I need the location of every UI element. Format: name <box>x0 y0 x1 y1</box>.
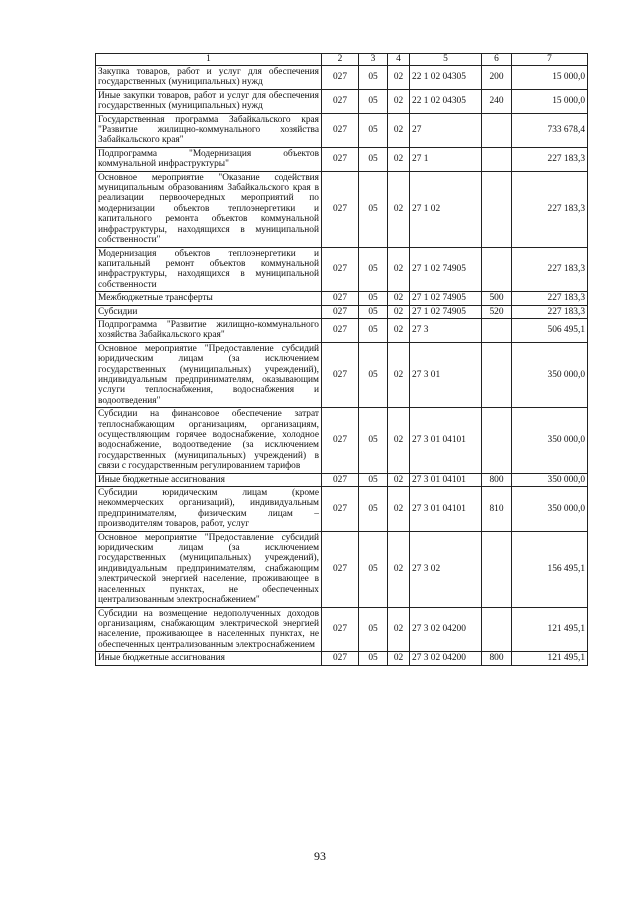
table-row <box>96 318 588 342</box>
row-name: Иные бюджетные ассигнования <box>96 473 322 486</box>
subsection-code: 02 <box>388 247 410 292</box>
column-header: 5 <box>410 54 482 66</box>
subsection-code: 02 <box>388 147 410 171</box>
expense-type-code <box>482 531 512 607</box>
expense-type-code: 810 <box>482 487 512 532</box>
section-code: 05 <box>359 89 388 113</box>
ministry-code: 027 <box>322 89 359 113</box>
expense-type-code: 240 <box>482 89 512 113</box>
ministry-code: 027 <box>322 66 359 90</box>
target-article-code: 22 1 02 04305 <box>410 66 482 90</box>
table-row <box>96 305 588 318</box>
amount: 506 495,1 <box>512 318 588 342</box>
section-code: 05 <box>359 487 388 532</box>
subsection-code: 02 <box>388 171 410 247</box>
amount: 733 678,4 <box>512 113 588 147</box>
amount: 350 000,0 <box>512 473 588 486</box>
target-article-code: 27 3 01 04101 <box>410 473 482 486</box>
section-code: 05 <box>359 171 388 247</box>
amount: 227 183,3 <box>512 292 588 305</box>
section-code: 05 <box>359 652 388 665</box>
subsection-code: 02 <box>388 305 410 318</box>
amount: 15 000,0 <box>512 89 588 113</box>
table-row <box>96 342 588 407</box>
amount: 350 000,0 <box>512 487 588 532</box>
subsection-code: 02 <box>388 113 410 147</box>
target-article-code: 27 3 01 <box>410 342 482 407</box>
target-article-code: 27 1 02 74905 <box>410 247 482 292</box>
section-code: 05 <box>359 531 388 607</box>
section-code: 05 <box>359 113 388 147</box>
target-article-code: 27 1 02 74905 <box>410 305 482 318</box>
ministry-code: 027 <box>322 318 359 342</box>
ministry-code: 027 <box>322 171 359 247</box>
row-name: Модернизация объектов теплоэнергетики и капитальный ремонт объектов коммунальной инфраструктуры, находящихся в муниципальной собственности <box>96 247 322 292</box>
amount: 350 000,0 <box>512 408 588 473</box>
section-code: 05 <box>359 408 388 473</box>
table-row <box>96 66 588 90</box>
amount: 350 000,0 <box>512 342 588 407</box>
expense-type-code <box>482 342 512 407</box>
page-number: 93 <box>314 849 326 863</box>
row-name: Основное мероприятие "Предоставление субсидий юридическим лицам (за исключением государственных (муниципальных) учреждений), индивидуальным предпринимателям, снабжающим электрической энергией население, проживающее в населенных пунктах, не обеспеченных централизованным электроснабжением" <box>96 531 322 607</box>
target-article-code: 27 1 <box>410 147 482 171</box>
budget-table <box>95 53 588 666</box>
expense-type-code: 500 <box>482 292 512 305</box>
amount: 227 183,3 <box>512 305 588 318</box>
expense-type-code <box>482 607 512 652</box>
target-article-code: 27 3 02 <box>410 531 482 607</box>
expense-type-code <box>482 408 512 473</box>
table-row <box>96 473 588 486</box>
table-row <box>96 487 588 532</box>
ministry-code: 027 <box>322 473 359 486</box>
table-row <box>96 171 588 247</box>
column-header: 2 <box>322 54 359 66</box>
ministry-code: 027 <box>322 607 359 652</box>
row-name: Субсидии юридическим лицам (кроме некоммерческих организаций), индивидуальным предпринимателям, физическим лицам – производителям товаров, работ, услуг <box>96 487 322 532</box>
target-article-code: 27 1 02 <box>410 171 482 247</box>
subsection-code: 02 <box>388 652 410 665</box>
row-name: Субсидии на финансовое обеспечение затрат теплоснабжающим организациям, организациям, осуществляющим горячее водоснабжение, холодное водоснабжение, водоотведение (за исключением государственных (муниципальных) учреждений) в связи с государственным регулированием тарифов <box>96 408 322 473</box>
section-code: 05 <box>359 607 388 652</box>
target-article-code: 27 1 02 74905 <box>410 292 482 305</box>
expense-type-code <box>482 113 512 147</box>
table-row <box>96 247 588 292</box>
target-article-code: 22 1 02 04305 <box>410 89 482 113</box>
ministry-code: 027 <box>322 531 359 607</box>
ministry-code: 027 <box>322 487 359 532</box>
table-row <box>96 113 588 147</box>
column-header: 7 <box>512 54 588 66</box>
subsection-code: 02 <box>388 342 410 407</box>
row-name: Закупка товаров, работ и услуг для обеспечения государственных (муниципальных) нужд <box>96 66 322 90</box>
ministry-code: 027 <box>322 305 359 318</box>
ministry-code: 027 <box>322 408 359 473</box>
subsection-code: 02 <box>388 89 410 113</box>
column-header: 4 <box>388 54 410 66</box>
section-code: 05 <box>359 147 388 171</box>
column-header: 6 <box>482 54 512 66</box>
amount: 227 183,3 <box>512 247 588 292</box>
ministry-code: 027 <box>322 652 359 665</box>
amount: 121 495,1 <box>512 652 588 665</box>
row-name: Иные бюджетные ассигнования <box>96 652 322 665</box>
expense-type-code: 520 <box>482 305 512 318</box>
subsection-code: 02 <box>388 318 410 342</box>
target-article-code: 27 3 01 04101 <box>410 487 482 532</box>
ministry-code: 027 <box>322 113 359 147</box>
subsection-code: 02 <box>388 607 410 652</box>
table-row <box>96 89 588 113</box>
row-name: Основное мероприятие "Предоставление субсидий юридическим лицам (за исключением государственных (муниципальных) учреждений), индивидуальным предпринимателям, оказывающим услуги теплоснабжения, водоснабжения и водоотведения" <box>96 342 322 407</box>
section-code: 05 <box>359 305 388 318</box>
row-name: Межбюджетные трансферты <box>96 292 322 305</box>
ministry-code: 027 <box>322 342 359 407</box>
target-article-code: 27 3 01 04101 <box>410 408 482 473</box>
subsection-code: 02 <box>388 66 410 90</box>
expense-type-code <box>482 318 512 342</box>
table-row <box>96 652 588 665</box>
expense-type-code: 200 <box>482 66 512 90</box>
section-code: 05 <box>359 342 388 407</box>
amount: 121 495,1 <box>512 607 588 652</box>
amount: 227 183,3 <box>512 171 588 247</box>
table-body <box>96 66 588 666</box>
table-row <box>96 147 588 171</box>
subsection-code: 02 <box>388 292 410 305</box>
section-code: 05 <box>359 247 388 292</box>
row-name: Субсидии на возмещение недополученных доходов организациям, снабжающим электрической энергией население, проживающее в населенных пунктах, не обеспеченных централизованным электроснабжением <box>96 607 322 652</box>
table-header-row <box>96 54 588 66</box>
target-article-code: 27 3 02 04200 <box>410 607 482 652</box>
table-row <box>96 607 588 652</box>
subsection-code: 02 <box>388 473 410 486</box>
section-code: 05 <box>359 66 388 90</box>
subsection-code: 02 <box>388 408 410 473</box>
row-name: Подпрограмма "Развитие жилищно-коммунального хозяйства Забайкальского края" <box>96 318 322 342</box>
amount: 15 000,0 <box>512 66 588 90</box>
table-row <box>96 408 588 473</box>
column-header: 3 <box>359 54 388 66</box>
expense-type-code <box>482 171 512 247</box>
subsection-code: 02 <box>388 531 410 607</box>
expense-type-code <box>482 147 512 171</box>
target-article-code: 27 <box>410 113 482 147</box>
row-name: Государственная программа Забайкальского края "Развитие жилищно-коммунального хозяйства Забайкальского края" <box>96 113 322 147</box>
section-code: 05 <box>359 318 388 342</box>
expense-type-code <box>482 247 512 292</box>
ministry-code: 027 <box>322 292 359 305</box>
ministry-code: 027 <box>322 247 359 292</box>
ministry-code: 027 <box>322 147 359 171</box>
row-name: Подпрограмма "Модернизация объектов коммунальной инфраструктуры" <box>96 147 322 171</box>
target-article-code: 27 3 02 04200 <box>410 652 482 665</box>
row-name: Основное мероприятие "Оказание содействия муниципальным образованиям Забайкальского края в реализации первоочередных мероприятий по модернизации объектов теплоэнергетики и капитального ремонта объектов коммунальной инфраструктуры, находящихся в муниципальной собственности" <box>96 171 322 247</box>
column-header: 1 <box>96 54 322 66</box>
amount: 156 495,1 <box>512 531 588 607</box>
section-code: 05 <box>359 473 388 486</box>
expense-type-code: 800 <box>482 473 512 486</box>
table-row <box>96 531 588 607</box>
target-article-code: 27 3 <box>410 318 482 342</box>
subsection-code: 02 <box>388 487 410 532</box>
expense-type-code: 800 <box>482 652 512 665</box>
section-code: 05 <box>359 292 388 305</box>
row-name: Субсидии <box>96 305 322 318</box>
table-row <box>96 292 588 305</box>
row-name: Иные закупки товаров, работ и услуг для обеспечения государственных (муниципальных) нужд <box>96 89 322 113</box>
amount: 227 183,3 <box>512 147 588 171</box>
